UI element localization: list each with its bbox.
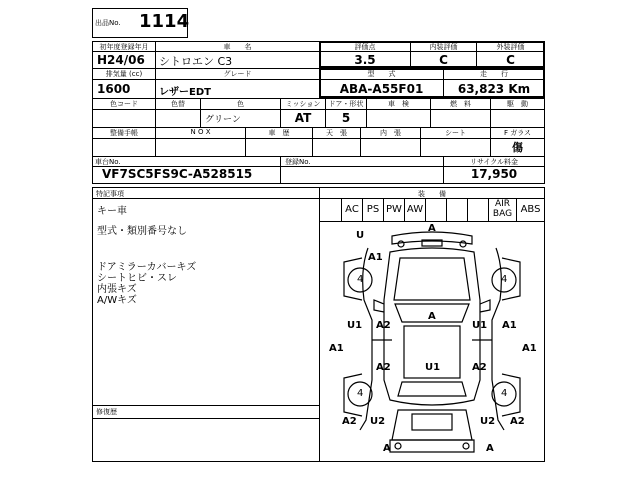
- model-code-label: 型 式: [367, 70, 396, 78]
- repair-history-label: 修復歴: [96, 408, 117, 416]
- interior-grade-value: C: [439, 53, 448, 67]
- damage-left-a2: A2: [376, 320, 391, 331]
- displacement-value: 1600: [97, 82, 131, 96]
- damage-rear-bottom-a-left: A: [383, 443, 391, 454]
- door-shape-label: ドア・形状: [328, 100, 364, 108]
- color-code-label: 色コード: [110, 100, 138, 108]
- recycle-fee-value: 17,950: [470, 167, 518, 181]
- score-label: 評価点: [354, 43, 376, 51]
- note-line-5: 内張キズ: [97, 284, 137, 295]
- score-value: 3.5: [354, 53, 376, 67]
- equipment-ps: PS: [366, 204, 380, 215]
- damage-roof-u1: U1: [425, 362, 441, 373]
- tire-rear-left: 4: [357, 388, 364, 399]
- notes-header: 特記事項: [96, 190, 124, 198]
- windshield-value: 傷: [512, 141, 523, 154]
- note-line-6: A/Wキズ: [97, 295, 137, 306]
- tire-front-left: 4: [357, 274, 364, 285]
- chassis-number-label: 車台No.: [95, 158, 121, 166]
- equipment-ac: AC: [345, 204, 359, 215]
- note-line-3: ドアミラーカバーキズ: [97, 262, 197, 273]
- drive-label: 駆 動: [507, 100, 528, 108]
- damage-rear-right-u2: U2: [480, 416, 496, 427]
- first-registration-label: 初年度登録年月: [99, 43, 149, 51]
- interior-grade-label: 内装評価: [429, 43, 458, 51]
- windshield-label: F ガラス: [503, 129, 532, 137]
- color-value: グリーン: [205, 115, 241, 125]
- car-name-value: シトロエン C3: [159, 55, 233, 68]
- damage-rear-right-a2: A2: [510, 416, 525, 427]
- color-change-label: 色替: [171, 100, 185, 108]
- exterior-grade-label: 外装評価: [496, 43, 525, 51]
- registration-number-label: 登録No.: [285, 158, 311, 166]
- displacement-label: 排気量 (cc): [105, 70, 143, 78]
- damage-rear-bottom-a-right: A: [486, 443, 494, 454]
- color-label: 色: [237, 100, 244, 108]
- exterior-grade-value: C: [506, 53, 515, 67]
- inspection-label: 車 検: [388, 100, 409, 108]
- seat-label: シート: [445, 129, 466, 137]
- damage-rear-left-a2: A2: [342, 416, 357, 427]
- grade-label: グレード: [223, 70, 252, 78]
- equipment-header: 装 備: [418, 190, 446, 198]
- equipment-airbag-line2: BAG: [492, 209, 513, 219]
- note-line-1: キー車: [97, 206, 127, 217]
- tire-rear-right: 4: [501, 388, 508, 399]
- mission-label: ミッション: [285, 100, 321, 108]
- mileage-label: 走 行: [480, 70, 508, 78]
- equipment-pw: PW: [386, 204, 402, 215]
- door-shape-value: 5: [341, 111, 351, 125]
- damage-right-a1: A1: [502, 320, 517, 331]
- equipment-abs: ABS: [520, 204, 541, 215]
- damage-rear-left-u2: U2: [370, 416, 386, 427]
- grade-value: レザーEDT: [159, 87, 211, 98]
- fuel-label: 燃 料: [450, 100, 471, 108]
- recycle-fee-label: リサイクル料金: [469, 158, 519, 166]
- equipment-aw: AW: [406, 204, 424, 215]
- history-label: 車 歴: [268, 129, 290, 137]
- damage-front-left-a1: A1: [368, 252, 383, 263]
- damage-right-u1: U1: [472, 320, 488, 331]
- lot-number-value: 1114: [139, 11, 190, 32]
- car-name-label: 車 名: [223, 43, 252, 51]
- damage-front-bumper: A: [428, 223, 436, 234]
- model-code-value: ABA-A55F01: [339, 82, 424, 96]
- note-line-4: シートヒビ・スレ: [97, 273, 177, 284]
- damage-front-u: U: [356, 230, 365, 241]
- damage-right-far-a1: A1: [522, 343, 537, 354]
- damage-hood: A: [428, 311, 436, 322]
- interior-trim-label: 内 張: [380, 129, 401, 137]
- mileage-value: 63,823 Km: [457, 82, 531, 96]
- maintenance-log-label: 整備手帳: [110, 129, 138, 137]
- damage-left-u1: U1: [347, 320, 363, 331]
- nox-label: N O X: [190, 128, 211, 136]
- damage-right-rear-a2: A2: [472, 362, 487, 373]
- headliner-label: 天 張: [326, 129, 347, 137]
- first-registration-value: H24/06: [97, 53, 145, 67]
- tire-front-right: 4: [501, 274, 508, 285]
- damage-left-rear-a2: A2: [376, 362, 391, 373]
- chassis-number-value: VF7SC5FS9C-A528515: [102, 167, 253, 181]
- damage-left-far-a1: A1: [329, 343, 344, 354]
- equipment-airbag-line1: AIR: [494, 199, 511, 209]
- note-line-2: 型式・類別番号なし: [97, 226, 187, 237]
- mission-value: AT: [294, 111, 312, 125]
- lot-number-label: 出品No.: [95, 19, 121, 27]
